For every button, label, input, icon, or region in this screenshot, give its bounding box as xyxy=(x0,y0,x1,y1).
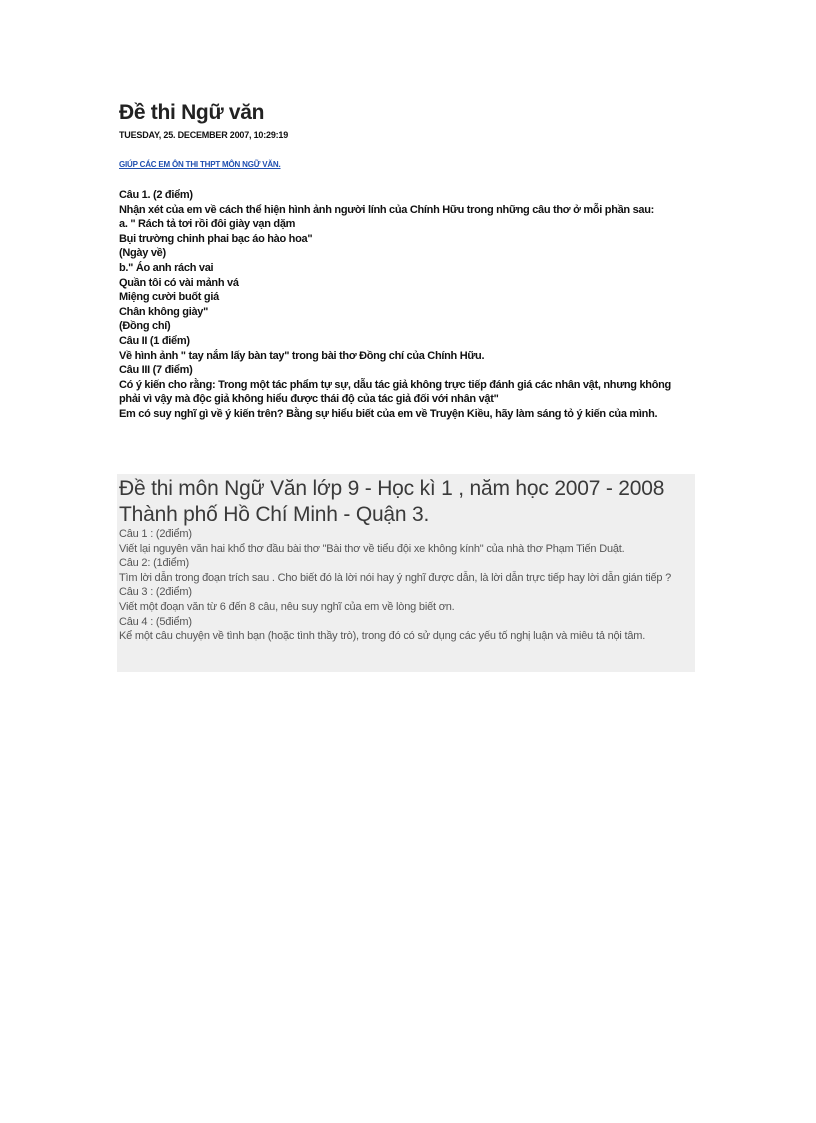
poem-line: Quần tôi có vài mảnh vá xyxy=(119,276,239,289)
exam-question-heading: Câu 4 : (5điểm) xyxy=(119,615,192,628)
exam-question-text: Kể một câu chuyện về tình bạn (hoặc tình thầy trò), trong đó có sử dụng các yếu tố nghị luận và miêu tả nội tâm. xyxy=(119,630,646,643)
question-prompt: Về hình ảnh " tay nắm lấy bàn tay" trong bài thơ Đồng chí của Chính Hữu. xyxy=(119,349,485,362)
post-heading-link[interactable]: GIÚP CÁC EM ÔN THI THPT MÔN NGỮ VĂN. xyxy=(119,160,281,169)
exam-section xyxy=(117,474,695,672)
exam-question-heading: Câu 1 : (2điểm) xyxy=(119,528,192,540)
poem-source: (Ngày về) xyxy=(119,247,166,260)
poem-line: Bụi trường chinh phai bạc áo hào hoa" xyxy=(119,232,313,245)
page-title: Đề thi Ngữ văn xyxy=(119,101,265,124)
exam-title: Đề thi môn Ngữ Văn lớp 9 - Học kì 1 , năm học 2007 - 2008 Thành phố Hồ Chí Minh - Quận 3. xyxy=(119,477,665,526)
poem-line: a. " Rách tả tơi rồi đôi giày vạn dặm xyxy=(119,218,296,231)
poem-source: (Đồng chí) xyxy=(119,320,171,333)
question-heading: Câu 1. (2 điểm) xyxy=(119,189,193,201)
exam-question-text: Viết một đoạn văn từ 6 đến 8 câu, nêu suy nghĩ của em về lòng biết ơn. xyxy=(119,600,455,613)
exam-question-heading: Câu 2: (1điểm) xyxy=(119,557,189,570)
exam-question-heading: Câu 3 : (2điểm) xyxy=(119,586,192,599)
poem-line: Miệng cười buốt giá xyxy=(119,291,219,304)
poem-line: b." Áo anh rách vai xyxy=(119,261,214,274)
article-body xyxy=(119,188,684,422)
question-heading: Câu III (7 điểm) xyxy=(119,364,193,377)
exam-question-text: Tìm lời dẫn trong đoạn trích sau . Cho biết đó là lời nói hay ý nghĩ được dẫn, là lời dẫn trực tiếp hay lời dẫn gián tiếp ? xyxy=(119,571,672,584)
question-prompt: Có ý kiến cho rằng: Trong một tác phẩm tự sự, dẫu tác giả không trực tiếp đánh giá các nhân vật, nhưng không phải vì vậy mà độc giả không hiểu được thái độ của tác giả đối với nhân vật" xyxy=(119,378,671,406)
question-prompt: Em có suy nghĩ gì về ý kiến trên? Bằng sự hiểu biết của em về Truyện Kiều, hãy làm sáng tỏ ý kiến của mình. xyxy=(119,407,658,420)
exam-questions xyxy=(119,527,695,644)
exam-question-text: Viết lại nguyên văn hai khổ thơ đầu bài thơ "Bài thơ về tiểu đội xe không kính" của nhà thơ Phạm Tiến Duật. xyxy=(119,542,625,555)
question-heading: Câu II (1 điểm) xyxy=(119,334,190,347)
post-date: TUESDAY, 25. DECEMBER 2007, 10:29:19 xyxy=(119,130,289,140)
question-prompt: Nhận xét của em về cách thể hiện hình ảnh người lính của Chính Hữu trong những câu thơ ở mỗi phần sau: xyxy=(119,203,655,216)
poem-line: Chân không giày" xyxy=(119,305,209,318)
